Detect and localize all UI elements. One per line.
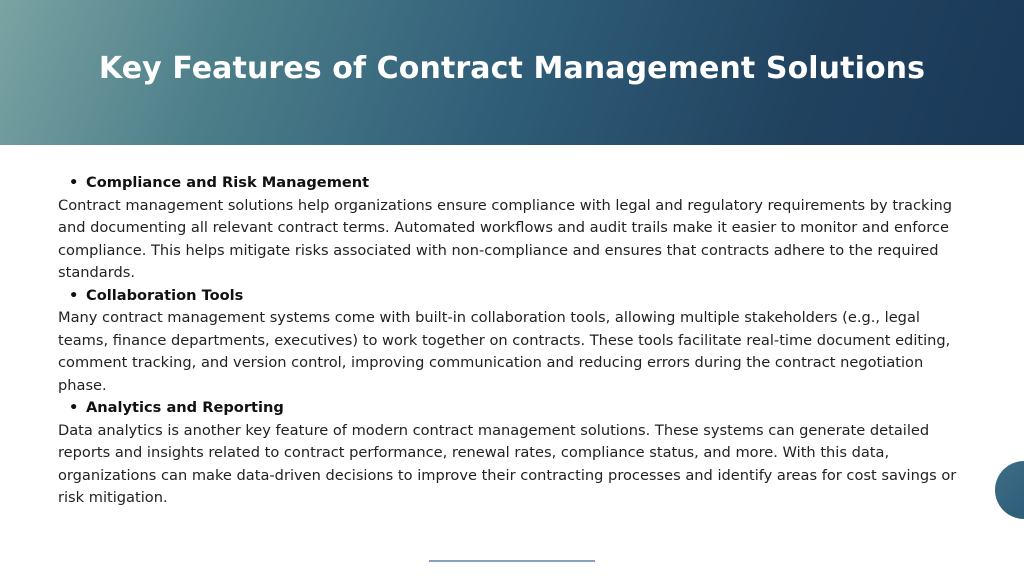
section-heading: Analytics and Reporting (86, 399, 284, 416)
section-collaboration (58, 285, 974, 398)
bullet-dot-icon: • (69, 174, 79, 191)
bottom-divider (429, 560, 595, 562)
section-body: Data analytics is another key feature of modern contract management solutions. These systems can generate detailed reports and insights related to contract performance, renewal rates, compliance status, and more. With this data, organizations can make data-driven decisions to improve their contracting processes and identify areas for cost savings or risk mitigation. (58, 421, 957, 506)
slide-content (58, 172, 974, 510)
bullet-item (58, 172, 974, 195)
section-analytics (58, 397, 974, 510)
bullet-dot-icon: • (69, 286, 79, 304)
section-compliance (58, 172, 974, 285)
bullet-item (58, 397, 974, 420)
slide-header (0, 0, 1024, 145)
section-heading: Compliance and Risk Management (86, 174, 370, 191)
decorative-circle (995, 461, 1024, 519)
bullet-dot-icon: • (69, 399, 79, 416)
section-body: Contract management solutions help organizations ensure compliance with legal and regulatory requirements by tracking and documenting all relevant contract terms. Automated workflows and audit trails make it easier to monitor and enforce compliance. This helps mitigate risks associated with non-compliance and ensures that contracts adhere to the required standards. (58, 196, 953, 281)
section-body: Many contract management systems come with built-in collaboration tools, allowing multiple stakeholders (e.g., legal teams, finance departments, executives) to work together on contracts. These tools facilitate real-time document editing, comment tracking, and version control, improving communication and reducing errors during the contract negotiation phase. (58, 309, 951, 394)
section-heading: Collaboration Tools (86, 286, 244, 304)
slide-title: Key Features of Contract Management Solutions (98, 51, 926, 86)
bullet-item (58, 285, 974, 308)
